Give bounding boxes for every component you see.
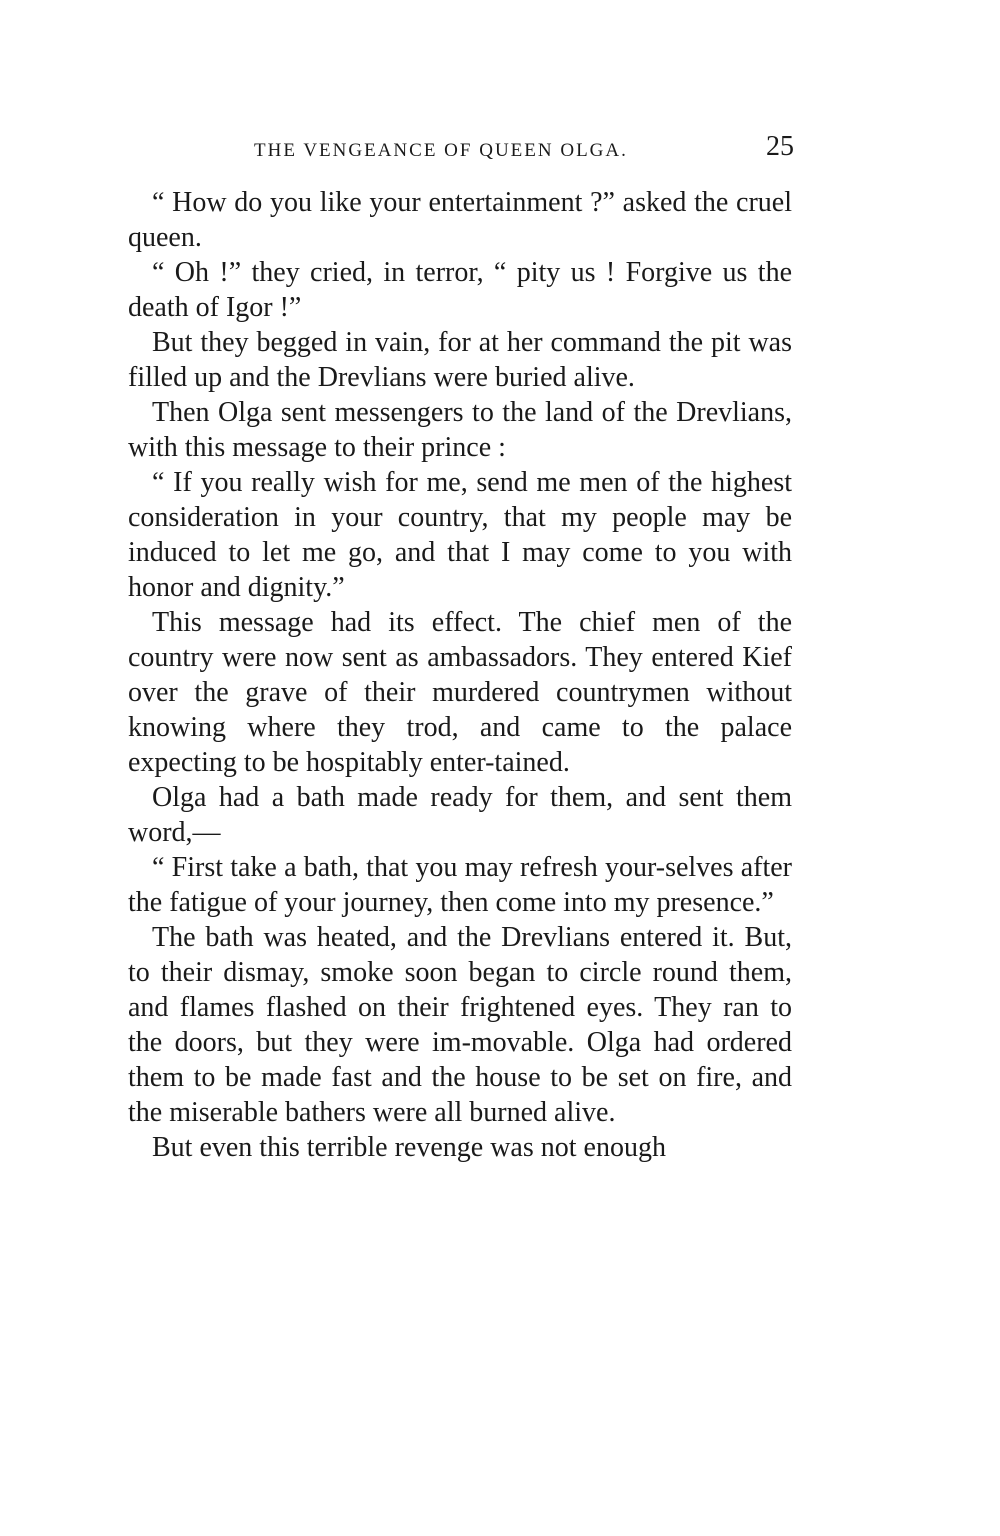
paragraph: “ First take a bath, that you may refresh your-selves after the fatigue of your journey, then come into my presence.” [128,852,792,918]
paragraph: This message had its effect. The chief men of the country were now sent as ambassadors. They entered Kief over the grave of their murdered countrymen without knowing where they trod, and came to the palace expecting to be hospitably enter-tained. [128,607,792,778]
body-text [128,185,792,1165]
page-number: 25 [766,131,794,162]
paragraph: “ If you really wish for me, send me men of the highest consideration in your country, that my people may be induced to let me go, and that I may come to you with honor and dignity.” [128,467,792,603]
paragraph: But even this terrible revenge was not enough [152,1132,666,1163]
paragraph: “ Oh !” they cried, in terror, “ pity us ! Forgive us the death of Igor !” [128,257,792,323]
paragraph: “ How do you like your entertainment ?” asked the cruel queen. [128,187,792,253]
paragraph: The bath was heated, and the Drevlians entered it. But, to their dismay, smoke soon began to circle round them, and flames flashed on their frightened eyes. They ran to the doors, but they were im-movable. Olga had ordered them to be made fast and the house to be set on fire, and the miserable bathers were all burned alive. [128,922,792,1128]
running-title: THE VENGEANCE OF QUEEN OLGA. [254,140,628,161]
paragraph: Olga had a bath made ready for them, and sent them word,— [128,782,792,848]
paragraph: Then Olga sent messengers to the land of the Drevlians, with this message to their prince : [128,397,792,463]
running-head [128,128,794,168]
paragraph: But they begged in vain, for at her command the pit was filled up and the Drevlians were buried alive. [128,327,792,393]
